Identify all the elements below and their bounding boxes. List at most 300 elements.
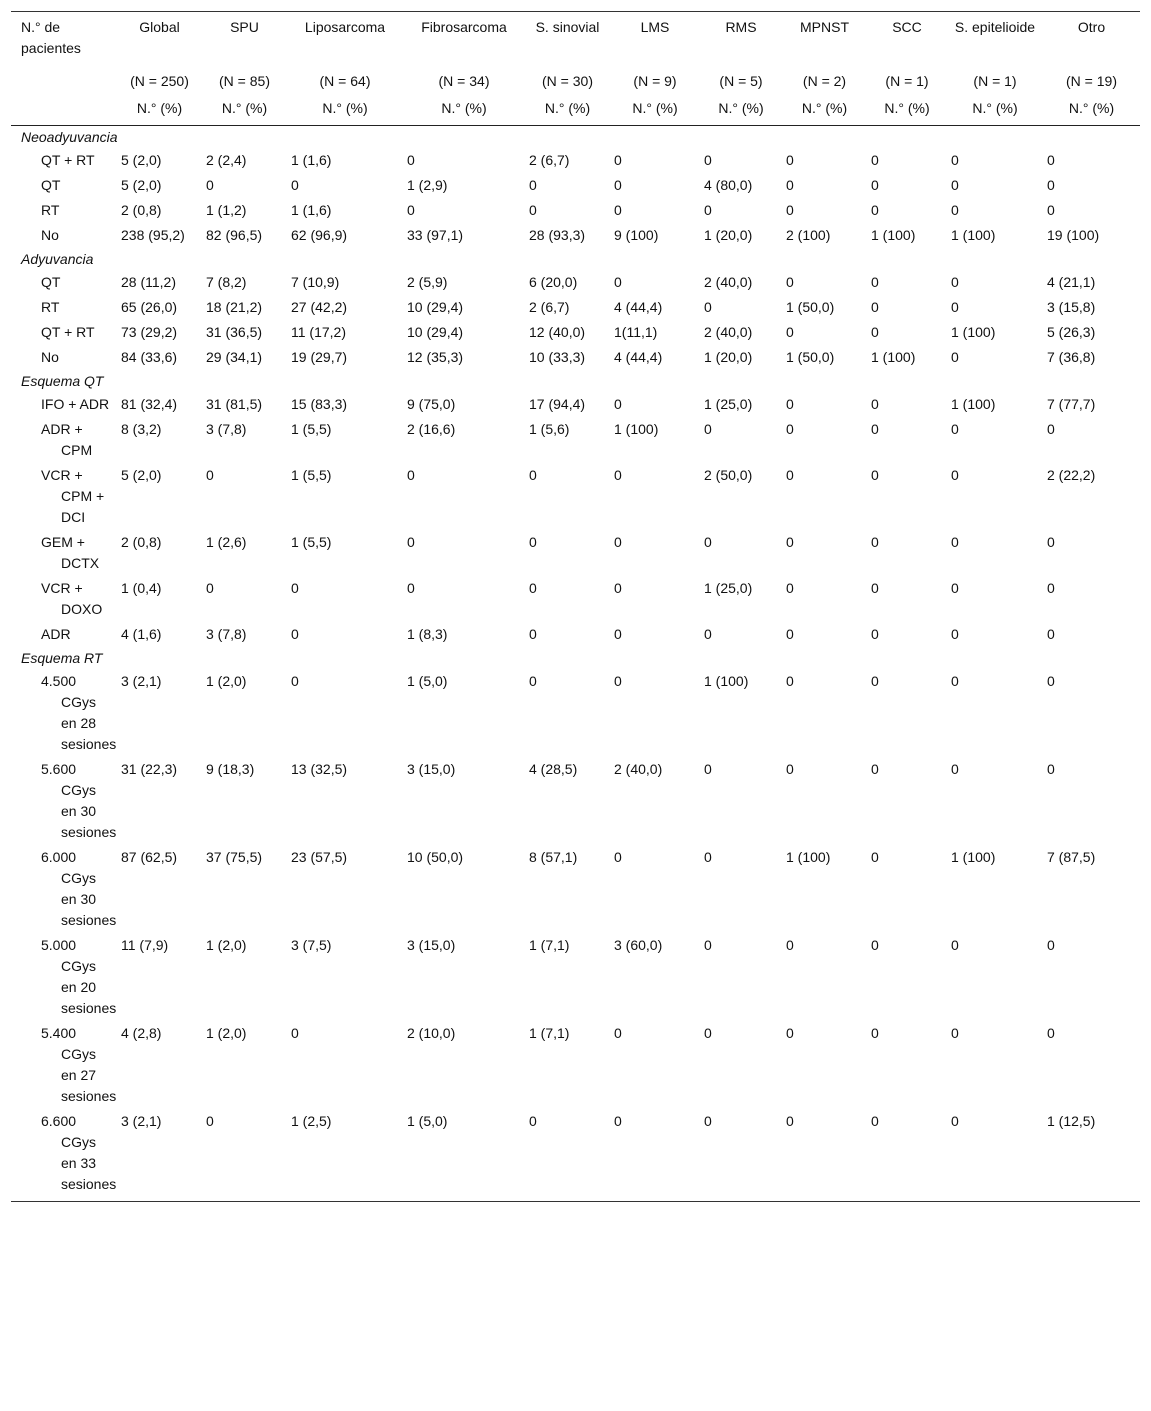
table-cell: 2 (6,7) [529, 152, 570, 168]
column-header: N.° de pacientes [11, 12, 117, 60]
table-cell: 1 (50,0) [786, 349, 835, 365]
table-cell: 0 [704, 849, 712, 865]
row-label [11, 173, 117, 198]
table-cell: 7 (10,9) [291, 274, 340, 290]
table-cell: 4 (2,8) [121, 1025, 162, 1041]
table-cell: 31 (36,5) [206, 324, 263, 340]
table-cell: 0 [951, 177, 959, 193]
column-header: LMS [610, 12, 700, 60]
table-cell: 65 (26,0) [121, 299, 178, 315]
table-cell: 0 [291, 580, 299, 596]
table-cell: 1 (25,0) [704, 580, 753, 596]
results-table [11, 11, 1140, 1202]
row-label [11, 845, 117, 933]
column-header: Global [117, 12, 202, 60]
table-cell: 0 [291, 626, 299, 642]
table-row [11, 530, 1140, 576]
table-row [11, 669, 1140, 757]
table-cell: 2 (40,0) [614, 761, 663, 777]
table-cell: 0 [871, 673, 879, 689]
table-cell: 0 [614, 202, 622, 218]
table-cell: 0 [951, 580, 959, 596]
table-cell: 4 (44,4) [614, 349, 663, 365]
table-cell: 1 (100) [871, 227, 916, 243]
table-cell: 0 [1047, 580, 1055, 596]
table-cell: 0 [614, 274, 622, 290]
table-cell: 0 [786, 467, 794, 483]
section-title: Neoadyuvancia [21, 129, 118, 145]
table-cell: 0 [614, 152, 622, 168]
table-cell: 9 (100) [614, 227, 659, 243]
section-title: Esquema RT [21, 650, 103, 666]
table-cell: 0 [704, 937, 712, 953]
table-cell: 6 (20,0) [529, 274, 578, 290]
table-cell: 0 [871, 177, 879, 193]
table-cell: 1 (1,6) [291, 202, 332, 218]
column-count: (N = 1) [973, 73, 1017, 89]
table-cell: 8 (3,2) [121, 421, 162, 437]
table-cell: 3 (7,5) [291, 937, 332, 953]
table-cell: 0 [704, 534, 712, 550]
table-cell: 1 (2,0) [206, 937, 247, 953]
row-label-text: 5.600 CGys en 30 sesiones [41, 761, 117, 840]
table-cell: 2 (22,2) [1047, 467, 1096, 483]
column-unit: N.° (%) [782, 92, 867, 126]
table-cell: 0 [786, 534, 794, 550]
table-cell: 0 [1047, 421, 1055, 437]
table-cell: 2 (100) [786, 227, 831, 243]
table-cell: 238 (95,2) [121, 227, 185, 243]
table-row [11, 933, 1140, 1021]
row-label [11, 295, 117, 320]
column-unit: N.° (%) [610, 92, 700, 126]
table-cell: 13 (32,5) [291, 761, 348, 777]
header-row-names [11, 12, 1140, 60]
table-cell: 0 [407, 467, 415, 483]
table-row [11, 576, 1140, 622]
table-cell: 0 [614, 1025, 622, 1041]
table-cell: 1 (25,0) [704, 396, 753, 412]
table-cell: 0 [871, 421, 879, 437]
table-cell: 19 (100) [1047, 227, 1100, 243]
column-header: RMS [700, 12, 782, 60]
table-row [11, 198, 1140, 223]
table-cell: 0 [871, 761, 879, 777]
row-label-text: VCR + CPM + DCI [41, 467, 105, 525]
table-cell: 1 (2,6) [206, 534, 247, 550]
table-cell: 2 (50,0) [704, 467, 753, 483]
row-label-text: ADR + CPM [41, 421, 93, 458]
row-label-text: No [41, 227, 59, 243]
table-cell: 0 [291, 1025, 299, 1041]
table-cell: 11 (7,9) [121, 937, 169, 953]
table-cell: 1 (0,4) [121, 580, 162, 596]
row-label [11, 417, 117, 463]
table-cell: 0 [529, 467, 537, 483]
table-cell: 1 (100) [951, 849, 996, 865]
section-title: Esquema QT [21, 373, 104, 389]
table-cell: 0 [786, 274, 794, 290]
table-cell: 7 (36,8) [1047, 349, 1096, 365]
row-label-text: 5.000 CGys en 20 sesiones [41, 937, 117, 1016]
table-row [11, 173, 1140, 198]
row-label [11, 148, 117, 173]
table-cell: 0 [614, 849, 622, 865]
column-count: (N = 85) [219, 73, 270, 89]
table-cell: 4 (28,5) [529, 761, 578, 777]
table-cell: 0 [614, 673, 622, 689]
table-cell: 0 [704, 1025, 712, 1041]
table-cell: 28 (93,3) [529, 227, 586, 243]
table-cell: 29 (34,1) [206, 349, 263, 365]
table-cell: 2 (16,6) [407, 421, 456, 437]
table-cell: 3 (7,8) [206, 626, 247, 642]
row-label [11, 576, 117, 622]
table-cell: 2 (6,7) [529, 299, 570, 315]
table-body [11, 126, 1140, 1202]
table-cell: 1 (5,5) [291, 421, 332, 437]
table-cell: 0 [614, 467, 622, 483]
table-cell: 3 (2,1) [121, 673, 162, 689]
table-cell: 0 [871, 467, 879, 483]
column-header: Otro [1043, 12, 1140, 60]
table-cell: 1 (50,0) [786, 299, 835, 315]
table-cell: 1 (5,5) [291, 534, 332, 550]
table-cell: 1 (2,9) [407, 177, 448, 193]
column-count [11, 59, 117, 92]
table-cell: 8 (57,1) [529, 849, 578, 865]
table-row [11, 223, 1140, 248]
table-cell: 15 (83,3) [291, 396, 348, 412]
table-cell: 0 [947, 1109, 1043, 1202]
row-label [11, 933, 117, 1021]
table-cell: 5 (2,0) [121, 467, 162, 483]
column-unit [11, 92, 117, 126]
table-cell: 4 (80,0) [704, 177, 753, 193]
table-cell: 0 [951, 534, 959, 550]
table-cell: 0 [871, 274, 879, 290]
table-cell: 27 (42,2) [291, 299, 348, 315]
column-count: (N = 9) [633, 73, 677, 89]
table-cell: 0 [407, 152, 415, 168]
table-cell: 10 (33,3) [529, 349, 586, 365]
table-cell: 0 [951, 1025, 959, 1041]
table-cell: 18 (21,2) [206, 299, 263, 315]
table-cell: 31 (81,5) [206, 396, 263, 412]
table-cell: 1 (100) [951, 396, 996, 412]
table-cell: 0 [871, 580, 879, 596]
table-cell: 0 [786, 673, 794, 689]
table-cell: 0 [529, 177, 537, 193]
column-count: (N = 250) [130, 73, 189, 89]
row-label-text: 6.000 CGys en 30 sesiones [41, 849, 117, 928]
table-cell: 0 [614, 534, 622, 550]
table-cell: 0 [871, 534, 879, 550]
table-cell: 81 (32,4) [121, 396, 178, 412]
table-cell: 0 [1047, 761, 1055, 777]
table-cell: 0 [529, 673, 537, 689]
table-cell: 0 [951, 673, 959, 689]
table-row [11, 1021, 1140, 1109]
row-label-text: RT [41, 299, 60, 315]
row-label-text: RT [41, 202, 60, 218]
column-unit: N.° (%) [525, 92, 610, 126]
table-cell: 1 (1,6) [291, 152, 332, 168]
table-cell: 9 (18,3) [206, 761, 255, 777]
table-cell: 1 (100) [951, 324, 996, 340]
column-count: (N = 64) [319, 73, 371, 89]
table-cell: 0 [1047, 534, 1055, 550]
table-cell: 2 (5,9) [407, 274, 448, 290]
column-unit: N.° (%) [117, 92, 202, 126]
table-cell: 0 [786, 177, 794, 193]
table-cell: 3 (7,8) [206, 421, 247, 437]
table-cell: 0 [704, 761, 712, 777]
table-cell: 10 (29,4) [407, 299, 464, 315]
row-label-text: 5.400 CGys en 27 sesiones [41, 1025, 117, 1104]
table-cell: 0 [786, 761, 794, 777]
table-cell: 0 [700, 1109, 782, 1202]
table-cell: 19 (29,7) [291, 349, 348, 365]
table-row [11, 417, 1140, 463]
table-cell: 0 [951, 152, 959, 168]
table-cell: 0 [525, 1109, 610, 1202]
table-cell: 5 (26,3) [1047, 324, 1096, 340]
table-cell: 10 (29,4) [407, 324, 464, 340]
table-cell: 0 [786, 937, 794, 953]
table-cell: 1 (2,0) [206, 1025, 247, 1041]
row-label-text: QT + RT [41, 324, 95, 340]
table-cell: 0 [202, 1109, 287, 1202]
table-cell: 5 (2,0) [121, 152, 162, 168]
table-cell: 0 [614, 396, 622, 412]
table-row [11, 345, 1140, 370]
table-cell: 0 [871, 937, 879, 953]
table-cell: 2 (40,0) [704, 274, 753, 290]
table-cell: 0 [951, 467, 959, 483]
table-cell: 7 (77,7) [1047, 396, 1096, 412]
table-cell: 0 [786, 626, 794, 642]
table-cell: 0 [704, 421, 712, 437]
table-cell: 0 [704, 152, 712, 168]
table-cell: 0 [951, 349, 959, 365]
table-cell: 1 (100) [951, 227, 996, 243]
table-cell: 0 [1047, 937, 1055, 953]
column-count: (N = 2) [802, 73, 847, 89]
table-cell: 1 (100) [786, 849, 831, 865]
table-cell: 73 (29,2) [121, 324, 178, 340]
column-header: Liposarcoma [287, 12, 403, 60]
table-row [11, 757, 1140, 845]
table-cell: 0 [951, 937, 959, 953]
table-cell: 1 (7,1) [529, 937, 570, 953]
column-header: Fibrosarcoma [403, 12, 525, 60]
table-header [11, 12, 1140, 126]
table-cell: 0 [867, 1109, 947, 1202]
column-unit: N.° (%) [867, 92, 947, 126]
table-cell: 1 (100) [871, 349, 916, 365]
column-count: (N = 34) [438, 73, 490, 89]
column-unit: N.° (%) [202, 92, 287, 126]
table-cell: 0 [407, 534, 415, 550]
table-cell: 0 [786, 421, 794, 437]
table-cell: 0 [529, 580, 537, 596]
section-row [11, 370, 1140, 392]
table-row [11, 845, 1140, 933]
table-cell: 1 (5,0) [403, 1109, 525, 1202]
table-cell: 0 [529, 202, 537, 218]
table-cell: 5 (2,0) [121, 177, 162, 193]
table-cell: 1 (5,5) [291, 467, 332, 483]
row-label-text: VCR + DOXO [41, 580, 103, 617]
table-cell: 0 [704, 299, 712, 315]
header-row-units [11, 92, 1140, 126]
column-count: (N = 5) [719, 73, 763, 89]
table-cell: 31 (22,3) [121, 761, 178, 777]
column-count: (N = 19) [1066, 73, 1117, 89]
table-row [11, 1109, 1140, 1202]
row-label [11, 1109, 117, 1202]
table-cell: 0 [1047, 177, 1055, 193]
table-row [11, 320, 1140, 345]
table-cell: 1 (100) [704, 673, 749, 689]
table-cell: 0 [206, 467, 214, 483]
row-label [11, 757, 117, 845]
table-cell: 0 [786, 580, 794, 596]
table-cell: 0 [871, 324, 879, 340]
table-row [11, 295, 1140, 320]
table-cell: 1 (5,0) [407, 673, 448, 689]
table-cell: 0 [951, 421, 959, 437]
row-label [11, 392, 117, 417]
table-cell: 0 [1047, 673, 1055, 689]
table-cell: 0 [206, 177, 214, 193]
table-cell: 0 [782, 1109, 867, 1202]
section-row [11, 647, 1140, 669]
table-cell: 1 (7,1) [529, 1025, 570, 1041]
table-cell: 4 (1,6) [121, 626, 162, 642]
table-cell: 84 (33,6) [121, 349, 178, 365]
table-cell: 37 (75,5) [206, 849, 263, 865]
table-cell: 3 (2,1) [117, 1109, 202, 1202]
table-cell: 0 [704, 202, 712, 218]
table-cell: 0 [407, 202, 415, 218]
table-cell: 1 (100) [614, 421, 659, 437]
table-cell: 2 (0,8) [121, 202, 162, 218]
table-cell: 33 (97,1) [407, 227, 464, 243]
table-cell: 11 (17,2) [291, 324, 346, 340]
table-cell: 87 (62,5) [121, 849, 178, 865]
table-cell: 0 [951, 202, 959, 218]
column-unit: N.° (%) [287, 92, 403, 126]
table-cell: 0 [871, 152, 879, 168]
row-label [11, 530, 117, 576]
section-title: Adyuvancia [21, 251, 94, 267]
row-label-text: IFO + ADR [41, 396, 110, 412]
table-cell: 0 [871, 299, 879, 315]
table-cell: 0 [951, 626, 959, 642]
table-cell: 0 [529, 534, 537, 550]
table-cell: 0 [704, 626, 712, 642]
table-cell: 1 (8,3) [407, 626, 448, 642]
table-cell: 0 [951, 274, 959, 290]
table-cell: 12 (35,3) [407, 349, 464, 365]
table-cell: 0 [786, 152, 794, 168]
table-cell: 7 (87,5) [1047, 849, 1096, 865]
section-row [11, 126, 1140, 149]
table-cell: 3 (15,0) [407, 937, 456, 953]
row-label [11, 669, 117, 757]
table-cell: 0 [1047, 152, 1055, 168]
table-row [11, 270, 1140, 295]
table-cell: 1 (2,5) [287, 1109, 403, 1202]
row-label-text: 6.600 CGys en 33 sesiones [41, 1113, 117, 1192]
row-label [11, 622, 117, 647]
table-cell: 4 (44,4) [614, 299, 663, 315]
table-cell: 0 [871, 849, 879, 865]
table-cell: 0 [407, 580, 415, 596]
table-cell: 0 [529, 626, 537, 642]
table-cell: 23 (57,5) [291, 849, 348, 865]
table-cell: 0 [786, 396, 794, 412]
row-label-text: QT [41, 177, 61, 193]
table-cell: 0 [206, 580, 214, 596]
table-cell: 0 [1047, 1025, 1055, 1041]
table-cell: 0 [871, 626, 879, 642]
table-row [11, 392, 1140, 417]
table-cell: 62 (96,9) [291, 227, 348, 243]
table-cell: 0 [291, 673, 299, 689]
row-label [11, 463, 117, 530]
table-cell: 0 [614, 626, 622, 642]
row-label [11, 198, 117, 223]
header-row-counts [11, 59, 1140, 92]
table-cell: 0 [291, 177, 299, 193]
column-header: S. sinovial [525, 12, 610, 60]
table-cell: 12 (40,0) [529, 324, 586, 340]
section-row [11, 248, 1140, 270]
table-cell: 2 (0,8) [121, 534, 162, 550]
table-cell: 1 (5,6) [529, 421, 570, 437]
table-cell: 3 (15,8) [1047, 299, 1096, 315]
table-row [11, 148, 1140, 173]
table-cell: 0 [786, 202, 794, 218]
column-header: S. epitelioide [947, 12, 1043, 60]
table-cell: 1 (20,0) [704, 349, 753, 365]
table-cell: 0 [614, 580, 622, 596]
row-label [11, 270, 117, 295]
table-cell: 1 (12,5) [1043, 1109, 1140, 1202]
row-label [11, 345, 117, 370]
table-cell: 2 (2,4) [206, 152, 247, 168]
table-cell: 9 (75,0) [407, 396, 456, 412]
table-cell: 0 [786, 1025, 794, 1041]
table-cell: 0 [1047, 202, 1055, 218]
table-cell: 0 [871, 1025, 879, 1041]
table-cell: 2 (10,0) [407, 1025, 456, 1041]
table-cell: 0 [871, 202, 879, 218]
column-count: (N = 30) [542, 73, 593, 89]
table-cell: 1(11,1) [614, 324, 658, 340]
table-cell: 0 [951, 761, 959, 777]
table-cell: 0 [614, 177, 622, 193]
row-label [11, 320, 117, 345]
table-cell: 0 [951, 299, 959, 315]
table-cell: 0 [1047, 626, 1055, 642]
row-label-text: ADR [41, 626, 71, 642]
table-cell: 10 (50,0) [407, 849, 464, 865]
table-cell: 0 [786, 324, 794, 340]
